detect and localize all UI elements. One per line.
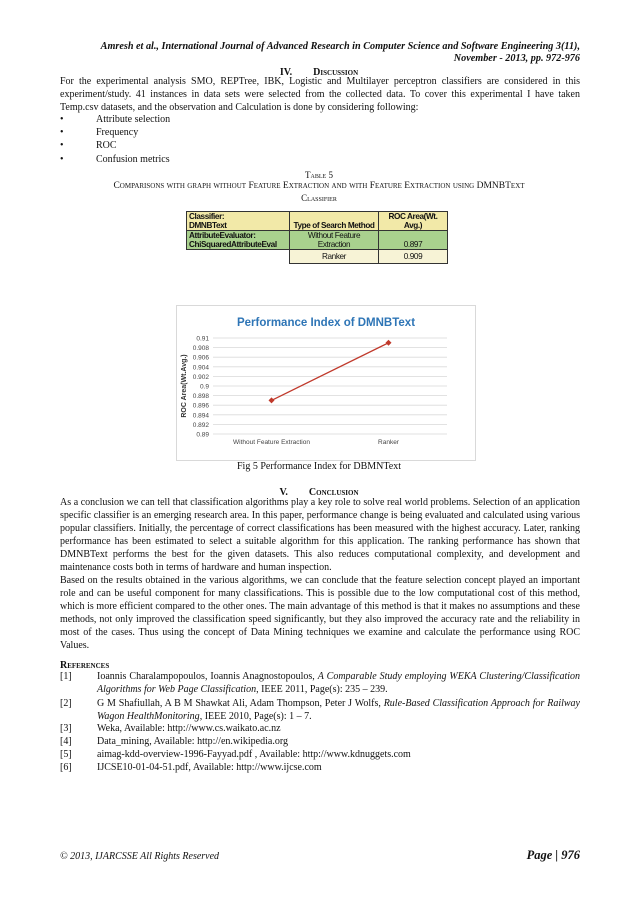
table-row bbox=[187, 250, 448, 264]
reference-text: Weka, Available: http://www.cs.waikato.ac.nz bbox=[97, 723, 281, 734]
running-header bbox=[40, 41, 580, 65]
y-tick-label: 0.906 bbox=[192, 354, 209, 362]
reference-number: [3] bbox=[60, 723, 72, 734]
roc-cell: 0.897 bbox=[379, 231, 448, 250]
roc-cell: 0.909 bbox=[379, 250, 448, 264]
y-tick-label: 0.894 bbox=[192, 412, 209, 420]
table-row bbox=[187, 212, 448, 231]
conclusion-paragraph-1: As a conclusion we can tell that classification algorithms play a key role to solve real world problems. Selection of an application specific classifier is an emerging research area. In this paper, performance change is being evaluated and calculated using various popular classifiers. Initially, the percentage of correct classifications has been measured with the highest accuracy. Later, ranking performance has been estimated to select a suitable algorithm for this application. The ranking performance has shown that DMNBText performs the best for the given datasets. This also reduces computational complexity, and development and maintenance costs both in terms of hardware and human inspection. bbox=[60, 497, 580, 574]
list-item: • Frequency bbox=[60, 127, 139, 139]
list-item: • Attribute selection bbox=[60, 114, 171, 125]
header-line-1: Amresh et al., International Journal of Advanced Research in Computer Science and Software Engineering 3(11), bbox=[100, 41, 580, 52]
series-line bbox=[272, 343, 389, 401]
classifier-cell: Classifier: DMNBText bbox=[187, 212, 290, 231]
y-tick-label: 0.896 bbox=[192, 402, 209, 410]
conclusion-paragraph-2: Based on the results obtained in the various algorithms, we can conclude that the feature selection concept played an important role and can be useful component for many classifications. This is possible due to the low computational cost of this method, which is more efficient compared to the other ones. The main advantage of this method is that it makes no assumptions and these methods, not only improved the classification speed significantly, but they also improved the accuracy rate and the reliability in most of the cases. Thus using the concept of Data Mining techniques we examine and calculate the performance using ROC Values. bbox=[60, 575, 580, 652]
bullet-icon: • bbox=[60, 153, 64, 165]
reference-item bbox=[60, 735, 580, 748]
chart-title: Performance Index of DMNBText bbox=[236, 317, 416, 329]
reference-text: IJCSE10-01-04-51.pdf, Available: http://www.ijcse.com bbox=[97, 762, 322, 773]
table-5-caption-2: Classifier bbox=[301, 193, 337, 203]
intro-paragraph: For the experimental analysis SMO, REPTree, IBK, Logistic and Multilayer perceptron classifiers are considered in this experiment/study. 41 instances in data sets were selected from the collected data. To cover this experimental I have taken Temp.csv datasets, and the observation and Calculation is done by considering following: bbox=[60, 76, 580, 114]
y-tick-label: 0.902 bbox=[192, 373, 209, 381]
performance-chart bbox=[177, 306, 475, 460]
data-point bbox=[269, 397, 275, 403]
reference-text: G M Shafiullah, A B M Shawkat Ali, Adam Thompson, Peter J Wolfs, Rule-Based Classification Approach for Railway Wagon HealthMonitoring, IEEE 2010, Page(s): 1 – 7. bbox=[97, 698, 580, 723]
reference-text: aimag-kdd-overview-1996-Fayyad.pdf , Available: http://www.kdnuggets.com bbox=[97, 749, 411, 760]
y-tick-label: 0.904 bbox=[192, 364, 209, 372]
table-5-caption: Comparisons with graph without Feature Extraction and with Feature Extraction using DMNBText bbox=[113, 181, 525, 191]
reference-number: [6] bbox=[60, 762, 72, 773]
x-tick-label: Without Feature Extraction bbox=[233, 439, 310, 446]
references-heading: References bbox=[60, 660, 110, 671]
method-cell: Without Feature Extraction bbox=[290, 231, 379, 250]
bullet-icon: • bbox=[60, 114, 64, 125]
y-tick-label: 0.908 bbox=[192, 345, 209, 353]
reference-number: [4] bbox=[60, 736, 72, 747]
y-axis-label: ROC Area(Wt.Avg.) bbox=[181, 354, 188, 418]
figure-5-caption: Fig 5 Performance Index for DBMNText bbox=[237, 461, 401, 472]
list-item: • ROC bbox=[60, 140, 117, 152]
reference-item bbox=[60, 748, 580, 761]
reference-text: Data_mining, Available: http://en.wikipedia.org bbox=[97, 736, 288, 747]
section-5-title: Conclusion bbox=[308, 487, 359, 498]
table-5-label: Table 5 bbox=[305, 170, 333, 180]
empty-cell bbox=[187, 250, 290, 264]
y-tick-label: 0.898 bbox=[192, 393, 209, 401]
x-tick-label: Ranker bbox=[378, 439, 399, 446]
table-row bbox=[187, 231, 448, 250]
section-5-number: V. bbox=[279, 487, 288, 498]
bullet-icon: • bbox=[60, 140, 64, 152]
y-tick-label: 0.91 bbox=[196, 335, 209, 343]
copyright: © 2013, IJARCSSE All Rights Reserved bbox=[60, 851, 220, 862]
performance-chart-frame bbox=[176, 305, 476, 461]
section-4-number: IV. bbox=[279, 67, 293, 78]
reference-number: [5] bbox=[60, 749, 72, 760]
reference-number: [1] bbox=[60, 671, 72, 682]
table-5 bbox=[186, 211, 448, 264]
reference-item bbox=[60, 697, 580, 723]
reference-text: Ioannis Charalampopoulos, Ioannis Anagnostopoulos, A Comparable Study employing WEKA Clustering/Classification Algorithms for Web Page Classification, IEEE 2011, Page(s): 235 – 239. bbox=[97, 671, 580, 696]
evaluator-cell: AttributeEvaluator: ChiSquaredAttributeEval bbox=[187, 231, 290, 250]
list-item: • Confusion metrics bbox=[60, 153, 170, 165]
bullet-icon: • bbox=[60, 127, 64, 139]
col-header-method: Type of Search Method bbox=[290, 212, 379, 231]
reference-item bbox=[60, 761, 580, 774]
data-point bbox=[386, 340, 392, 346]
y-tick-label: 0.892 bbox=[192, 421, 209, 429]
page-number: Page | 976 bbox=[526, 848, 580, 862]
method-cell: Ranker bbox=[290, 250, 379, 264]
bullet-list bbox=[60, 113, 580, 166]
col-header-roc: ROC Area(Wt. Avg.) bbox=[379, 212, 448, 231]
reference-item bbox=[60, 670, 580, 696]
y-tick-label: 0.9 bbox=[199, 383, 209, 391]
reference-number: [2] bbox=[60, 698, 72, 709]
header-line-2: November - 2013, pp. 972-976 bbox=[453, 53, 580, 64]
section-4-title: Discussion bbox=[313, 67, 359, 78]
y-tick-label: 0.89 bbox=[196, 431, 209, 439]
reference-item bbox=[60, 722, 580, 735]
